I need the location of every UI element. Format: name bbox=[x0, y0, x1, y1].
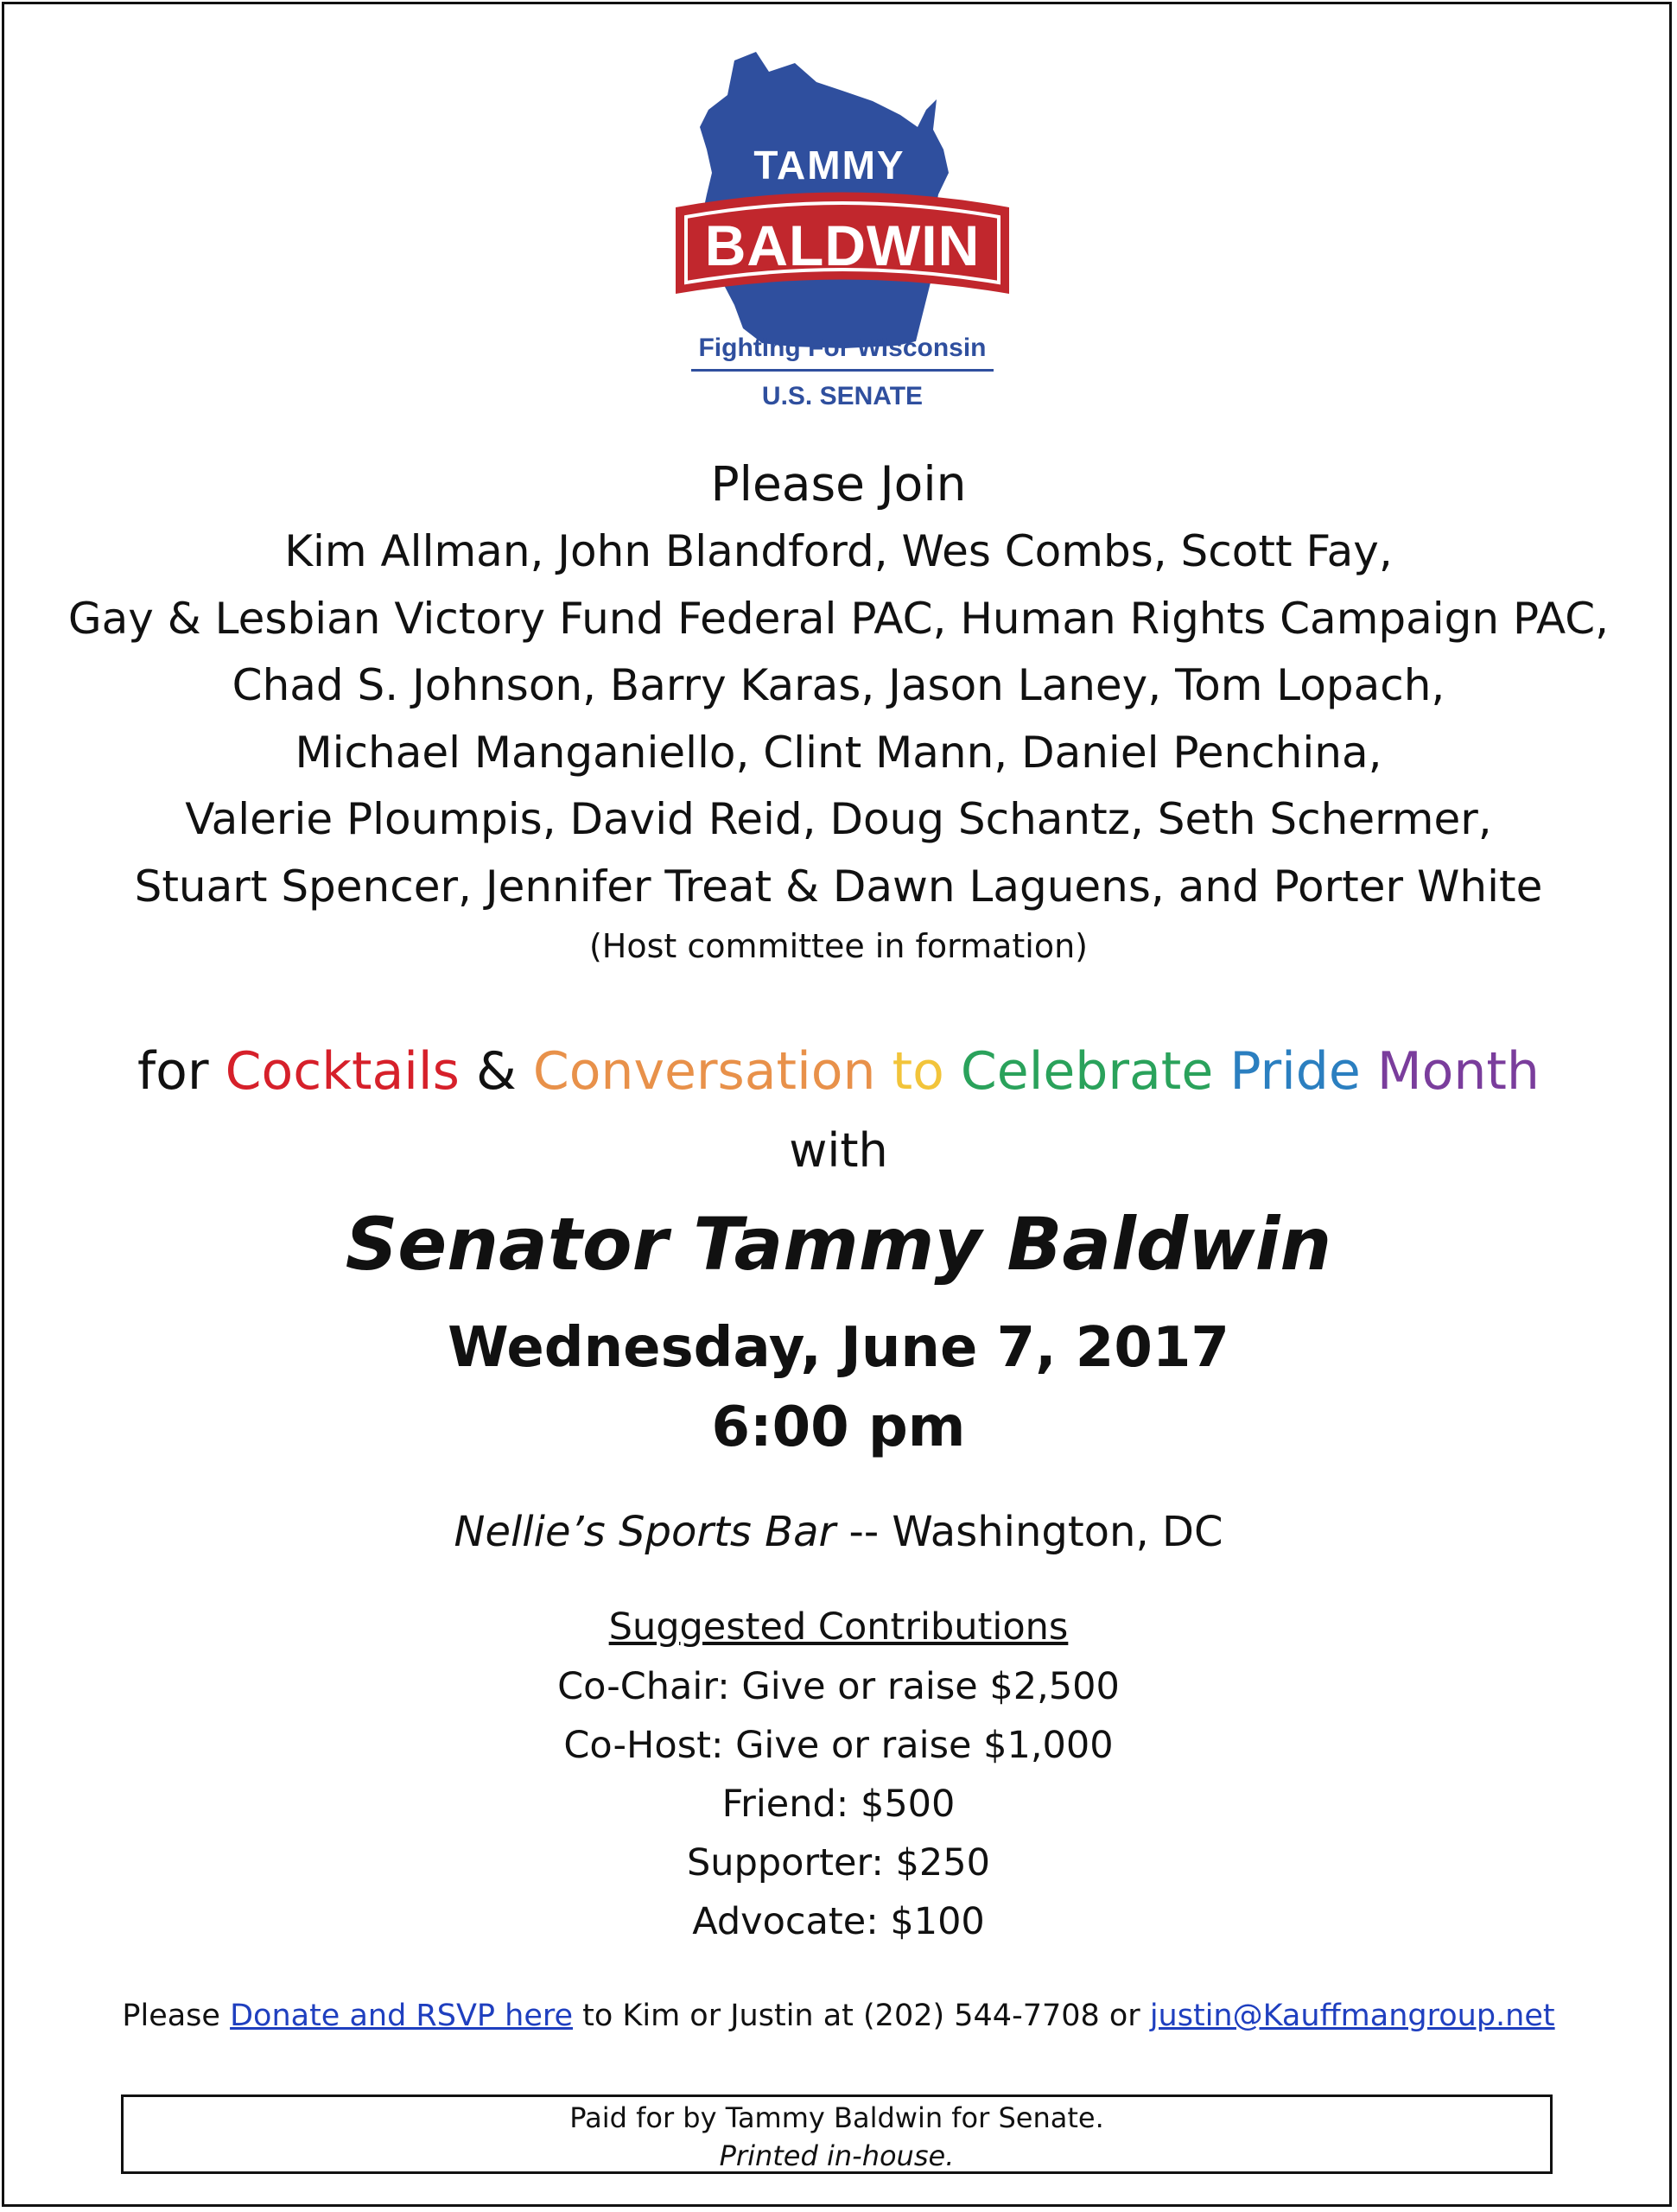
contribution-level: Co-Chair: Give or raise $2,500 bbox=[557, 1665, 1120, 1708]
host-line: Michael Manganiello, Clint Mann, Daniel Penchina, bbox=[295, 727, 1382, 778]
logo-top-text: TAMMY bbox=[753, 143, 905, 188]
contribution-level: Supporter: $250 bbox=[687, 1841, 990, 1885]
rsvp-prefix: Please bbox=[122, 1999, 231, 2033]
committee-note: (Host committee in formation) bbox=[588, 927, 1088, 965]
host-line: Gay & Lesbian Victory Fund Federal PAC, Human Rights Campaign PAC, bbox=[67, 593, 1610, 644]
event-celebrate: Celebrate bbox=[960, 1041, 1214, 1102]
event-to: to bbox=[892, 1041, 944, 1102]
please-join-heading: Please Join bbox=[710, 456, 967, 512]
host-line: Valerie Ploumpis, David Reid, Doug Schantz, Seth Schermer, bbox=[185, 794, 1492, 844]
host-list bbox=[0, 518, 1677, 920]
contribution-level: Advocate: $100 bbox=[692, 1900, 985, 1943]
contribution-level: Friend: $500 bbox=[721, 1783, 956, 1826]
contribution-levels bbox=[0, 1657, 1677, 1951]
event-pride: Pride bbox=[1229, 1041, 1361, 1102]
honoree-name: Senator Tammy Baldwin bbox=[345, 1202, 1332, 1287]
event-for: for bbox=[137, 1041, 209, 1102]
host-line: Kim Allman, John Blandford, Wes Combs, Scott Fay, bbox=[284, 526, 1393, 576]
logo-divider bbox=[691, 369, 994, 372]
event-conversation: Conversation bbox=[532, 1041, 876, 1102]
tammy-baldwin-logo bbox=[674, 48, 1011, 419]
disclaimer-box bbox=[121, 2094, 1553, 2174]
rsvp-line bbox=[0, 1986, 1677, 2046]
venue-city: Washington, DC bbox=[892, 1508, 1223, 1556]
printed-note: Printed in-house. bbox=[719, 2139, 955, 2172]
event-cocktails: Cocktails bbox=[225, 1041, 460, 1102]
rsvp-middle: to Kim or Justin at (202) 544-7708 or bbox=[573, 1999, 1150, 2033]
event-date: Wednesday, June 7, 2017 bbox=[448, 1316, 1229, 1380]
event-description bbox=[0, 1033, 1677, 1110]
event-venue bbox=[0, 1497, 1677, 1567]
host-line: Chad S. Johnson, Barry Karas, Jason Laney, Tom Lopach, bbox=[232, 660, 1445, 710]
logo-banner-text: BALDWIN bbox=[704, 213, 981, 277]
email-link[interactable]: justin@Kauffmangroup.net bbox=[1149, 1999, 1555, 2033]
donate-rsvp-link[interactable]: Donate and RSVP here bbox=[230, 1999, 574, 2033]
event-month: Month bbox=[1376, 1041, 1540, 1102]
host-line: Stuart Spencer, Jennifer Treat & Dawn Laguens, and Porter White bbox=[134, 861, 1543, 912]
contribution-level: Co-Host: Give or raise $1,000 bbox=[563, 1724, 1114, 1767]
logo-office: U.S. SENATE bbox=[761, 382, 924, 410]
disclaimer-line: Paid for by Tammy Baldwin for Senate. bbox=[569, 2101, 1104, 2134]
contributions-title: Suggested Contributions bbox=[608, 1605, 1069, 1649]
logo-tagline: Fighting For Wisconsin bbox=[698, 334, 987, 362]
venue-separator: -- bbox=[835, 1508, 892, 1556]
event-ampersand: & bbox=[475, 1041, 517, 1102]
with-text: with bbox=[789, 1123, 888, 1178]
venue-name: Nellie’s Sports Bar bbox=[454, 1508, 836, 1556]
event-time: 6:00 pm bbox=[711, 1395, 966, 1459]
